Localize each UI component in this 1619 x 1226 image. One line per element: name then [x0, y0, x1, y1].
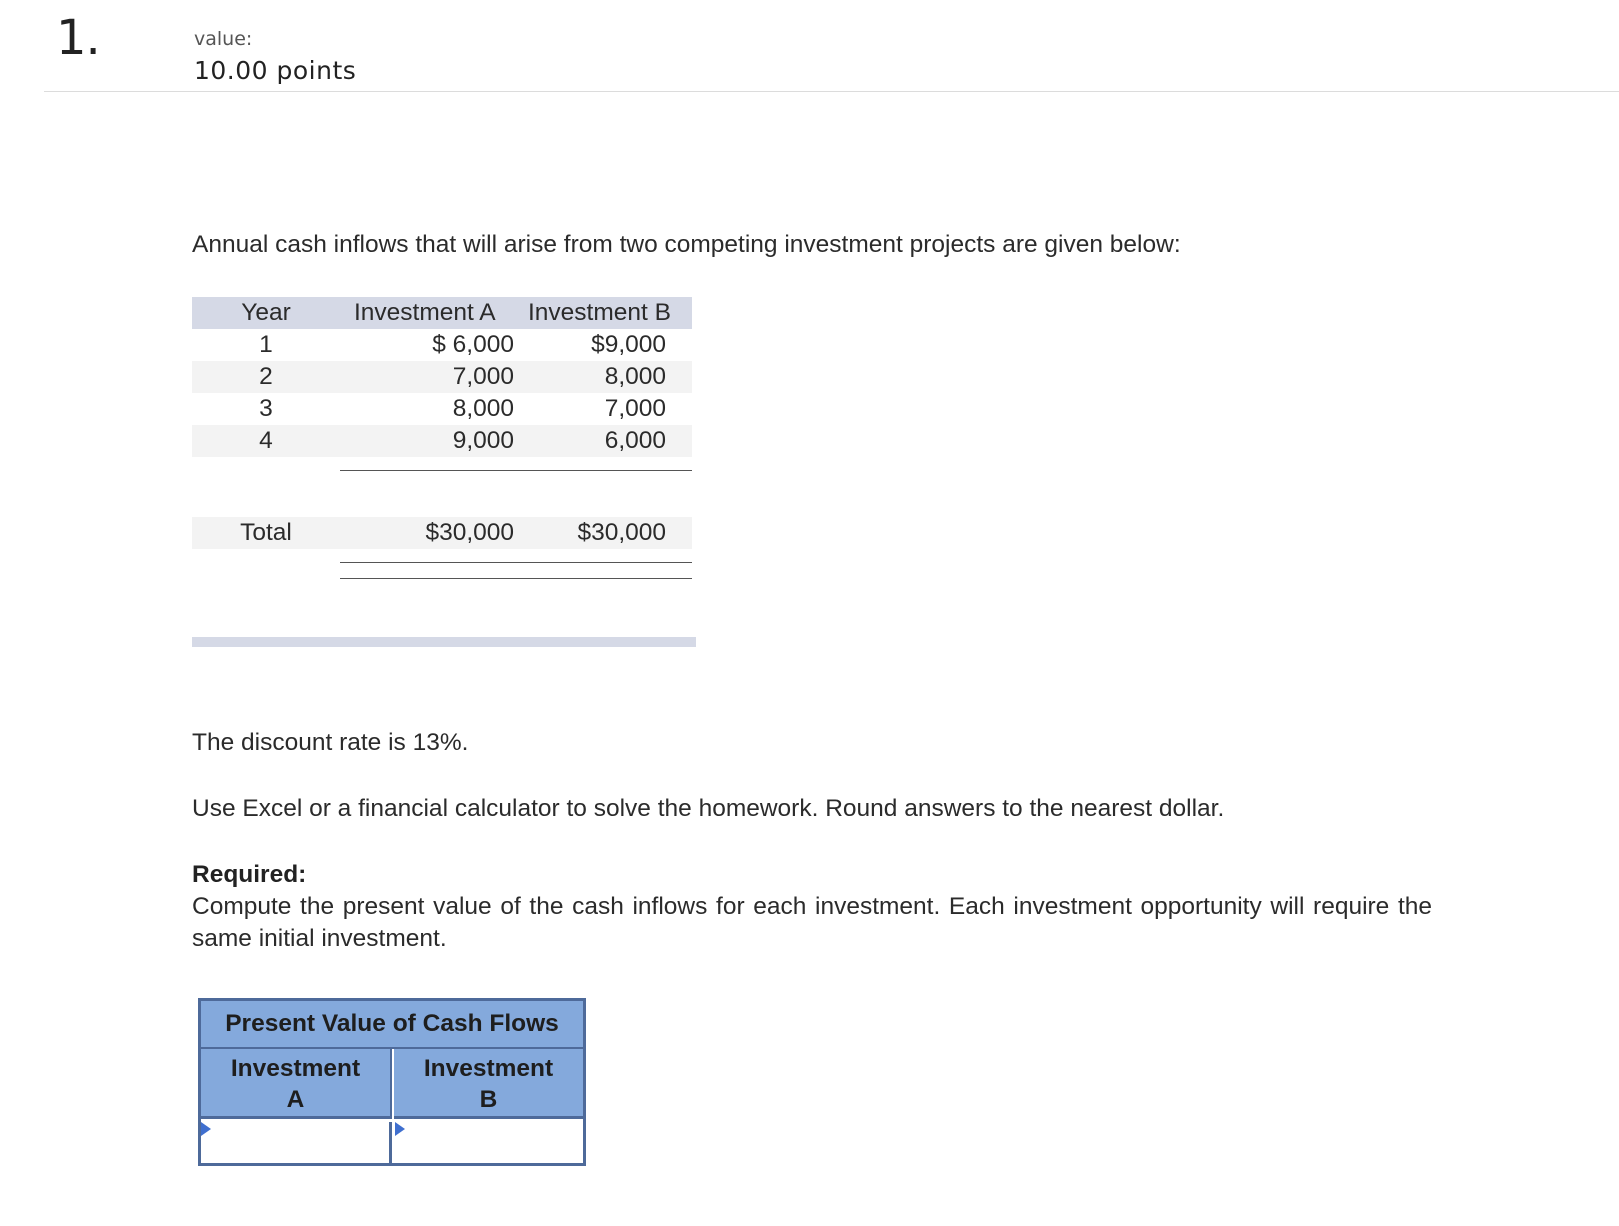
table-bottom-bar — [192, 637, 696, 647]
subtotal-rule — [340, 470, 692, 471]
table-row — [192, 393, 692, 425]
input-marker-icon — [201, 1122, 211, 1136]
header-investment-a: Investment A — [354, 299, 496, 326]
column-b-line1: Investment — [423, 1055, 554, 1082]
column-b-line2: B — [479, 1086, 498, 1113]
total-investment-b: $30,000 — [577, 519, 666, 546]
header-divider — [44, 91, 1619, 92]
year-cell: 4 — [259, 427, 273, 454]
discount-rate-text: The discount rate is 13%. — [192, 729, 469, 756]
total-row — [192, 517, 692, 549]
header-investment-b: Investment B — [528, 299, 671, 326]
table-row — [192, 425, 692, 457]
table-header-row — [192, 297, 692, 329]
investment-b-cell: 7,000 — [604, 395, 666, 422]
investment-b-cell: $9,000 — [591, 331, 666, 358]
year-cell: 1 — [259, 331, 273, 358]
year-cell: 2 — [259, 363, 273, 390]
column-header-investment-a — [201, 1049, 392, 1119]
question-number: 1. — [56, 10, 100, 66]
input-marker-icon — [395, 1122, 405, 1136]
investment-b-cell: 8,000 — [604, 363, 666, 390]
investment-b-cell: 6,000 — [604, 427, 666, 454]
answer-grid — [198, 998, 586, 1166]
header-year: Year — [241, 299, 291, 326]
column-a-line1: Investment — [230, 1055, 361, 1082]
intro-text: Annual cash inflows that will arise from two competing investment projects are given below: — [192, 231, 1181, 258]
investment-a-pv-input[interactable] — [201, 1122, 392, 1163]
total-double-rule-top — [340, 562, 692, 563]
total-label: Total — [240, 519, 292, 546]
required-text: Compute the present value of the cash inflows for each investment. Each investment opportunity will require the same initial investment. — [192, 893, 1432, 952]
investment-a-cell: 8,000 — [452, 395, 514, 422]
column-a-line2: A — [286, 1086, 305, 1113]
investment-a-cell: $ 6,000 — [432, 331, 514, 358]
total-double-rule-bottom — [340, 578, 692, 579]
required-label: Required: — [192, 861, 307, 888]
answer-grid-title: Present Value of Cash Flows — [201, 1001, 583, 1049]
value-label: value: — [194, 28, 253, 50]
table-row — [192, 329, 692, 361]
instructions-text: Use Excel or a financial calculator to solve the homework. Round answers to the nearest dollar. — [192, 795, 1225, 822]
investment-a-cell: 7,000 — [452, 363, 514, 390]
points-value: 10.00 points — [194, 56, 357, 85]
investment-a-cell: 9,000 — [452, 427, 514, 454]
table-row — [192, 361, 692, 393]
total-investment-a: $30,000 — [425, 519, 514, 546]
column-header-investment-b — [394, 1049, 583, 1119]
investment-b-pv-input[interactable] — [395, 1122, 583, 1163]
year-cell: 3 — [259, 395, 273, 422]
